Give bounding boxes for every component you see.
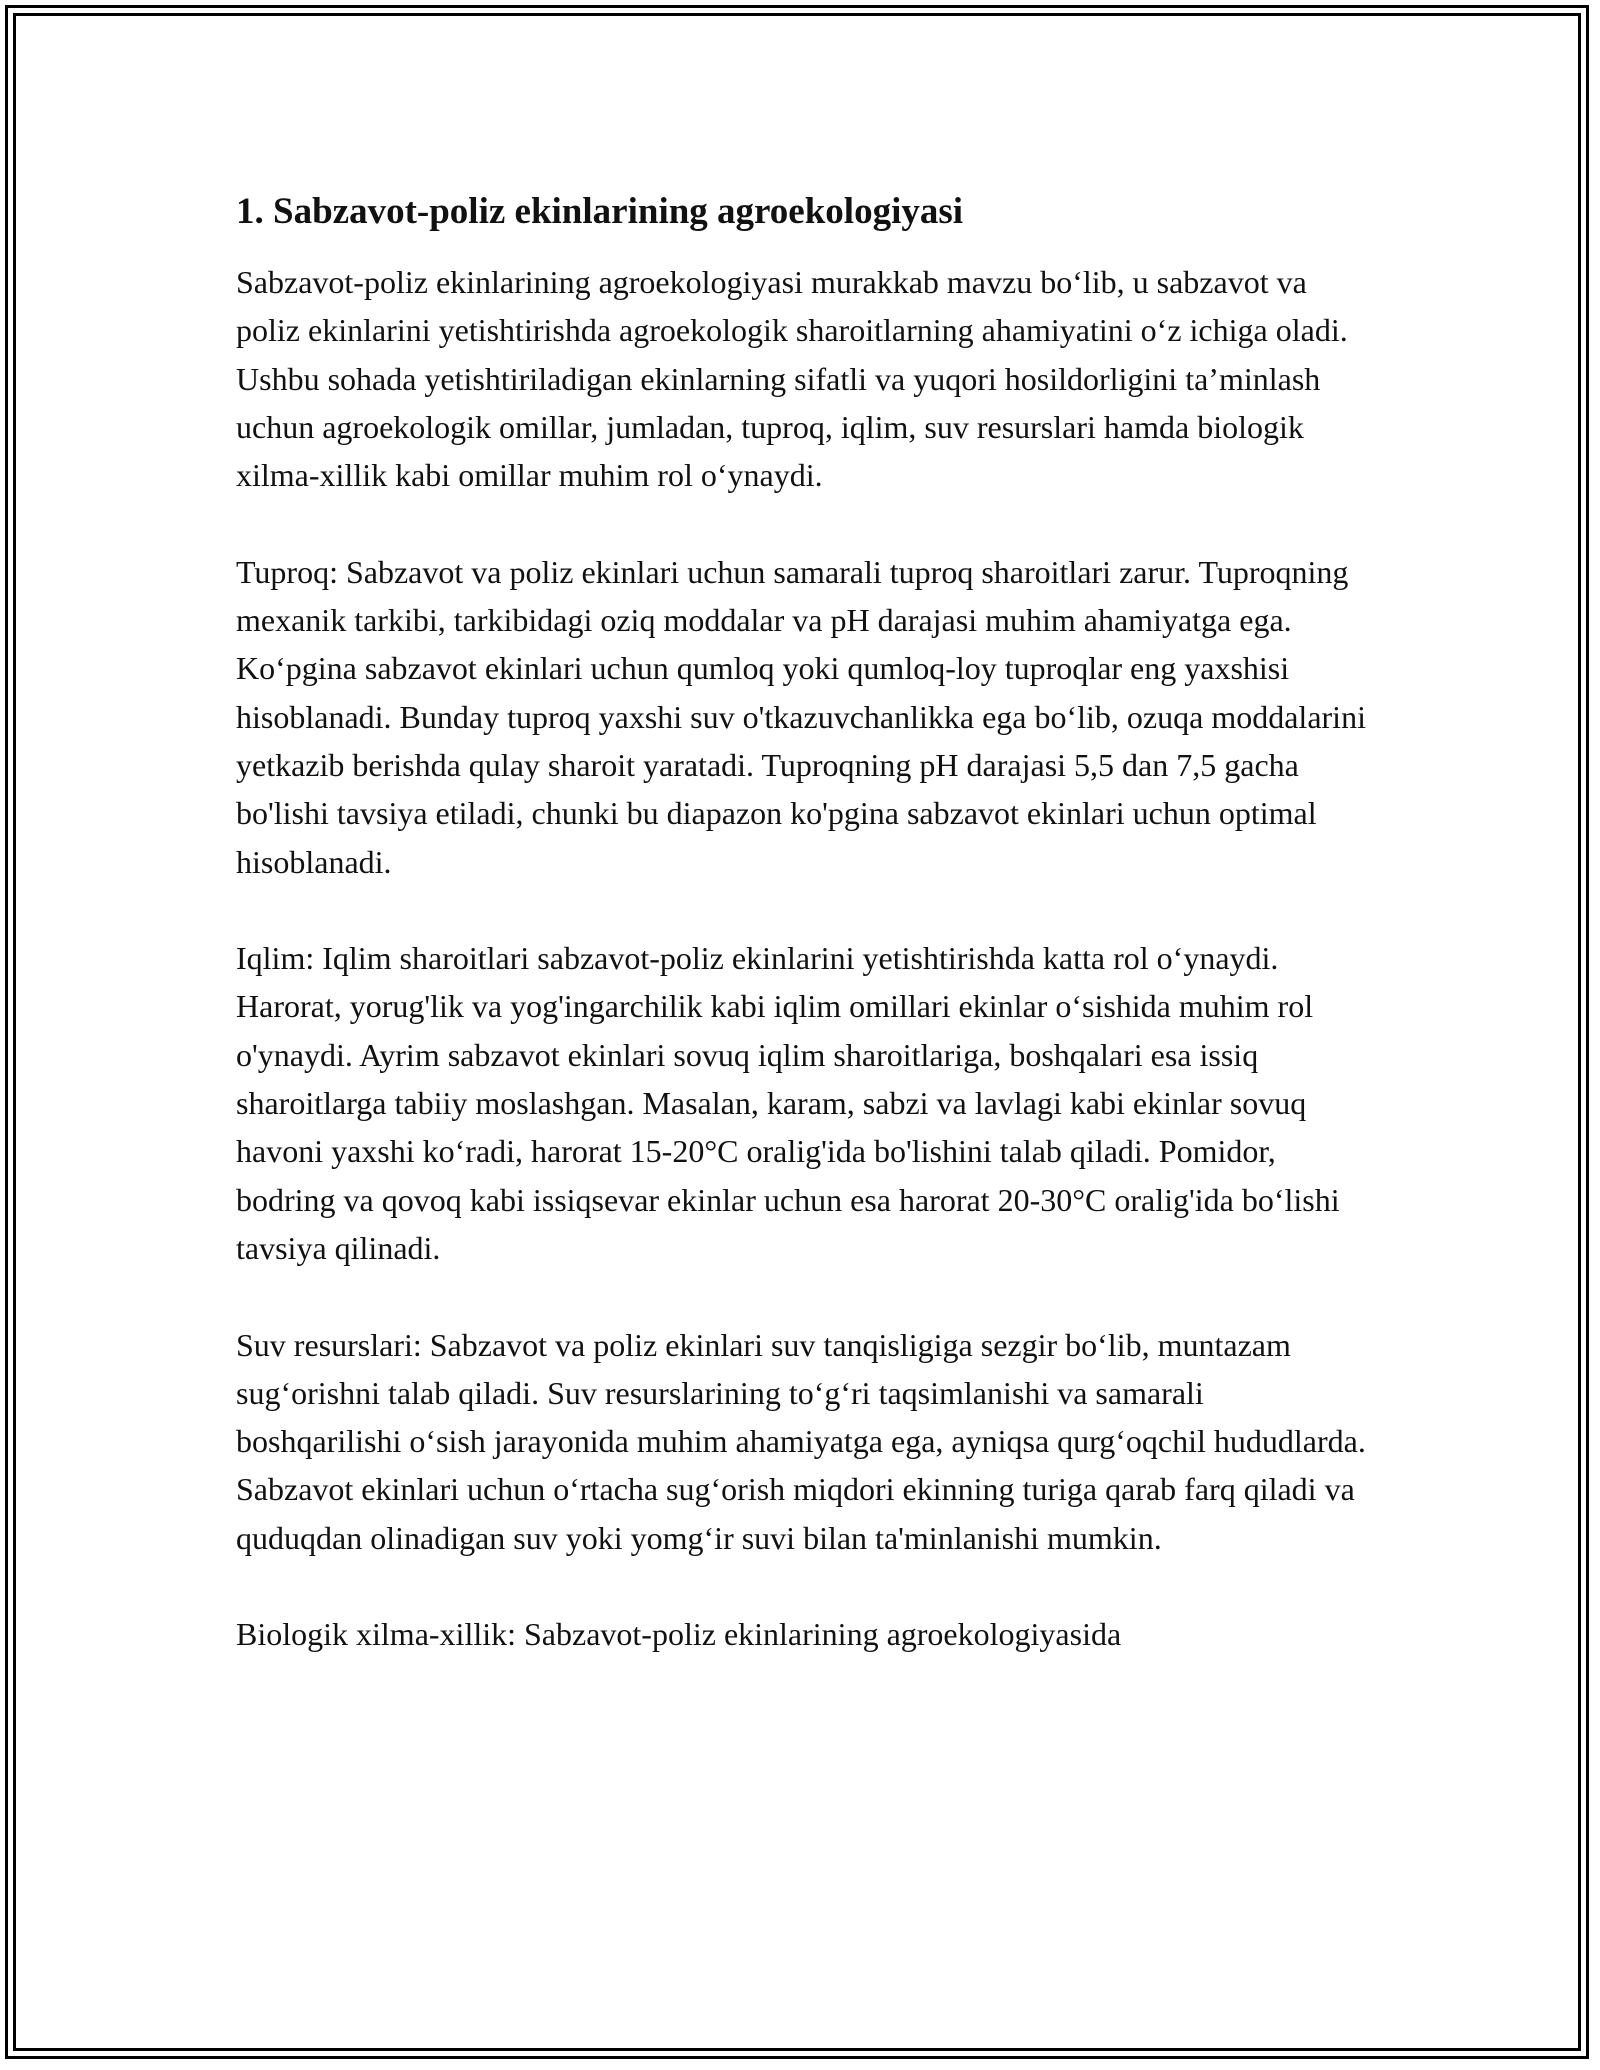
paragraph-climate: Iqlim: Iqlim sharoitlari sabzavot-poliz ekinlarini yetishtirishda katta rol o‘ynaydi. Harorat, yorug'lik va yog'ingarchilik kabi iqlim omillari ekinlar o‘sishida muhim rol o'ynaydi. Ayrim sabzavot ekinlari sovuq iqlim sharoitlariga, boshqalari esa issiq sharoitlarga tabiiy moslashgan. Masalan, karam, sabzi va lavlagi kabi ekinlar sovuq havoni yaxshi ko‘radi, harorat 15-20°C oralig'ida bo'lishini talab qiladi. Pomidor, bodring va qovoq kabi issiqsevar ekinlar uchun esa harorat 20-30°C oralig'ida bo‘lishi tavsiya qilinadi. (236, 940, 1340, 1266)
section-heading: 1. Sabzavot-poliz ekinlarining agroekologiyasi (236, 191, 964, 232)
paragraph-water-resources: Suv resurslari: Sabzavot va poliz ekinlari suv tanqisligiga sezgir bo‘lib, muntazam sug‘orishni talab qiladi. Suv resurslarining to‘g‘ri taqsimlanishi va samarali boshqarilishi o‘sish jarayonida muhim ahamiyatga ega, ayniqsa qurg‘oqchil hududlarda. Sabzavot ekinlari uchun o‘rtacha sug‘orish miqdori ekinning turiga qarab farq qiladi va quduqdan olinadigan suv yoki yomg‘ir suvi bilan ta'minlanishi mumkin. (236, 1326, 1366, 1556)
paragraph-soil: Tuproq: Sabzavot va poliz ekinlari uchun samarali tuproq sharoitlari zarur. Tuproqning mexanik tarkibi, tarkibidagi oziq moddalar va pH darajasi muhim ahamiyatga ega. Ko‘pgina sabzavot ekinlari uchun qumloq yoki qumloq-loy tuproqlar eng yaxshisi hisoblanadi. Bunday tuproq yaxshi suv o'tkazuvchanlikka ega bo‘lib, ozuqa moddalarini yetkazib berishda qulay sharoit yaratadi. Tuproqning pH darajasi 5,5 dan 7,5 gacha bo'lishi tavsiya etiladi, chunki bu diapazon ko'pgina sabzavot ekinlari uchun optimal hisoblanadi. (236, 553, 1366, 880)
paragraph-intro: Sabzavot-poliz ekinlarining agroekologiyasi murakkab mavzu bo‘lib, u sabzavot va poliz ekinlarini yetishtirishda agroekologik sharoitlarning ahamiyatini o‘z ichiga oladi. Ushbu sohada yetishtiriladigan ekinlarning sifatli va yuqori hosildorligini ta’minlash uchun agroekologik omillar, jumladan, tuproq, iqlim, suv resurslari hamda biologik xilma-xillik kabi omillar muhim rol o‘ynaydi. (236, 264, 1348, 494)
document-body (236, 188, 1366, 1707)
paragraph-biodiversity: Biologik xilma-xillik: Sabzavot-poliz ekinlarining agroekologiyasida (236, 1616, 1122, 1653)
